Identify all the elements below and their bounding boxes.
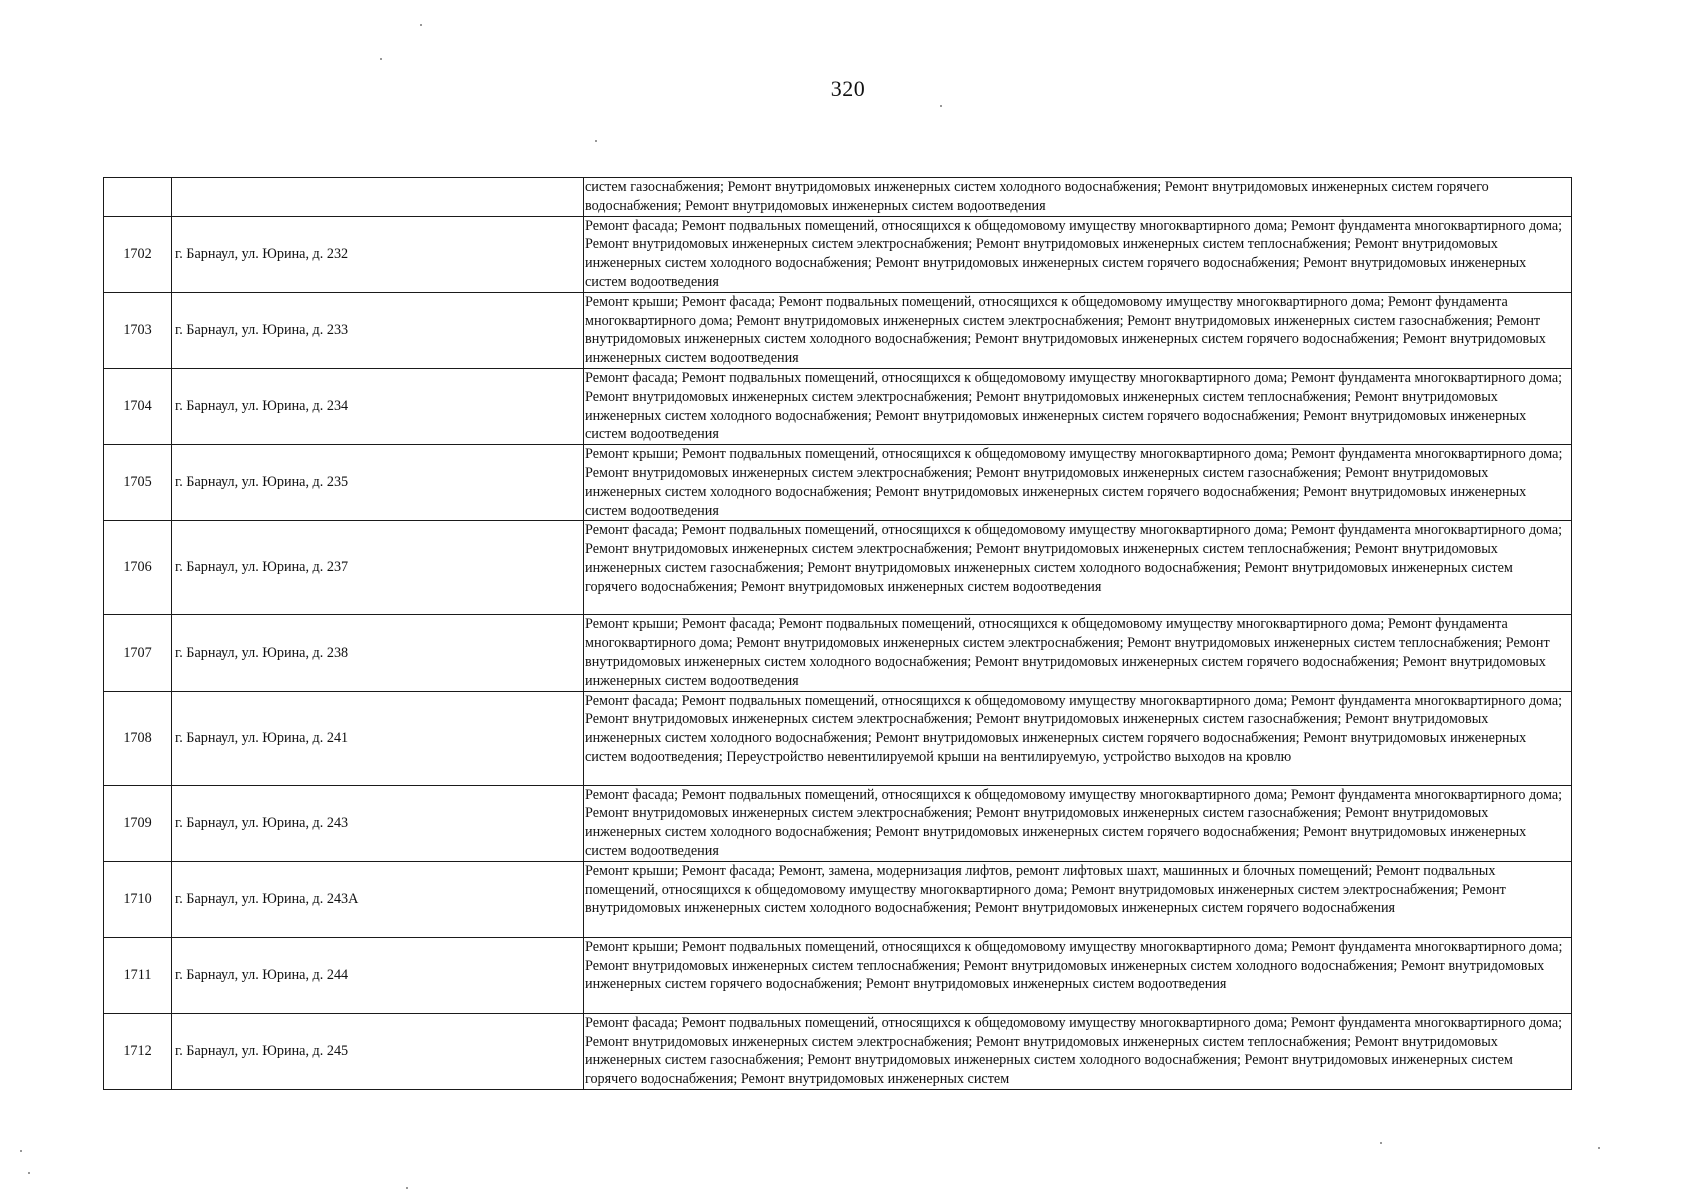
row-works: Ремонт крыши; Ремонт фасада; Ремонт, замена, модернизация лифтов, ремонт лифтовых шахт, машинных и блочных помещений; Ремонт подвальных помещений, относящихся к общедомовому имуществу многоквартирного дома; Ремонт внутридомовых инженерных систем электроснабжения; Ремонт внутридомовых инженерных систем холодного водоснабжения; Ремонт внутридомовых инженерных систем горячего водоснабжения bbox=[584, 861, 1572, 937]
row-number: 1704 bbox=[104, 368, 172, 444]
row-address: г. Барнаул, ул. Юрина, д. 244 bbox=[172, 937, 584, 1013]
row-address: г. Барнаул, ул. Юрина, д. 237 bbox=[172, 521, 584, 615]
row-address: г. Барнаул, ул. Юрина, д. 232 bbox=[172, 216, 584, 292]
row-number: 1707 bbox=[104, 615, 172, 691]
table-row bbox=[104, 178, 1572, 217]
row-address: г. Барнаул, ул. Юрина, д. 235 bbox=[172, 445, 584, 521]
scan-speck bbox=[1380, 1142, 1382, 1144]
row-works: Ремонт крыши; Ремонт подвальных помещений, относящихся к общедомовому имуществу многоквартирного дома; Ремонт фундамента многоквартирного дома; Ремонт внутридомовых инженерных систем электроснабжения; Ремонт внутридомовых инженерных систем газоснабжения; Ремонт внутридомовых инженерных систем холодного водоснабжения; Ремонт внутридомовых инженерных систем горячего водоснабжения; Ремонт внутридомовых инженерных систем водоотведения bbox=[584, 445, 1572, 521]
table-row bbox=[104, 368, 1572, 444]
table-row bbox=[104, 861, 1572, 937]
row-address: г. Барнаул, ул. Юрина, д. 238 bbox=[172, 615, 584, 691]
repair-works-table bbox=[103, 177, 1572, 1090]
scan-speck bbox=[28, 1172, 30, 1174]
row-number: 1709 bbox=[104, 785, 172, 861]
scan-speck bbox=[420, 24, 422, 26]
row-address: г. Барнаул, ул. Юрина, д. 243 bbox=[172, 785, 584, 861]
row-number: 1702 bbox=[104, 216, 172, 292]
table-row bbox=[104, 785, 1572, 861]
table-row bbox=[104, 216, 1572, 292]
scan-speck bbox=[406, 1187, 408, 1189]
row-works: Ремонт фасада; Ремонт подвальных помещений, относящихся к общедомовому имуществу многоквартирного дома; Ремонт фундамента многоквартирного дома; Ремонт внутридомовых инженерных систем электроснабжения; Ремонт внутридомовых инженерных систем газоснабжения; Ремонт внутридомовых инженерных систем холодного водоснабжения; Ремонт внутридомовых инженерных систем горячего водоснабжения; Ремонт внутридомовых инженерных систем водоотведения bbox=[584, 785, 1572, 861]
row-address: г. Барнаул, ул. Юрина, д. 234 bbox=[172, 368, 584, 444]
row-address: г. Барнаул, ул. Юрина, д. 233 bbox=[172, 292, 584, 368]
row-number bbox=[104, 178, 172, 217]
row-number: 1703 bbox=[104, 292, 172, 368]
row-number: 1706 bbox=[104, 521, 172, 615]
row-works: Ремонт фасада; Ремонт подвальных помещений, относящихся к общедомовому имуществу многоквартирного дома; Ремонт фундамента многоквартирного дома; Ремонт внутридомовых инженерных систем электроснабжения; Ремонт внутридомовых инженерных систем газоснабжения; Ремонт внутридомовых инженерных систем холодного водоснабжения; Ремонт внутридомовых инженерных систем горячего водоснабжения; Ремонт внутридомовых инженерных систем водоотведения; Переустройство невентилируемой крыши на вентилируемую, устройство выходов на кровлю bbox=[584, 691, 1572, 785]
scan-speck bbox=[595, 140, 597, 142]
scan-speck bbox=[380, 58, 382, 60]
row-address: г. Барнаул, ул. Юрина, д. 241 bbox=[172, 691, 584, 785]
row-works: Ремонт фасада; Ремонт подвальных помещений, относящихся к общедомовому имуществу многоквартирного дома; Ремонт фундамента многоквартирного дома; Ремонт внутридомовых инженерных систем электроснабжения; Ремонт внутридомовых инженерных систем теплоснабжения; Ремонт внутридомовых инженерных систем холодного водоснабжения; Ремонт внутридомовых инженерных систем горячего водоснабжения; Ремонт внутридомовых инженерных систем водоотведения bbox=[584, 368, 1572, 444]
scan-speck bbox=[1598, 1147, 1600, 1149]
row-address: г. Барнаул, ул. Юрина, д. 245 bbox=[172, 1013, 584, 1089]
table-row bbox=[104, 521, 1572, 615]
row-number: 1712 bbox=[104, 1013, 172, 1089]
row-works: Ремонт фасада; Ремонт подвальных помещений, относящихся к общедомовому имуществу многоквартирного дома; Ремонт фундамента многоквартирного дома; Ремонт внутридомовых инженерных систем электроснабжения; Ремонт внутридомовых инженерных систем теплоснабжения; Ремонт внутридомовых инженерных систем газоснабжения; Ремонт внутридомовых инженерных систем холодного водоснабжения; Ремонт внутридомовых инженерных систем горячего водоснабжения; Ремонт внутридомовых инженерных систем bbox=[584, 1013, 1572, 1089]
row-works: Ремонт крыши; Ремонт фасада; Ремонт подвальных помещений, относящихся к общедомовому имуществу многоквартирного дома; Ремонт фундамента многоквартирного дома; Ремонт внутридомовых инженерных систем электроснабжения; Ремонт внутридомовых инженерных систем газоснабжения; Ремонт внутридомовых инженерных систем холодного водоснабжения; Ремонт внутридомовых инженерных систем горячего водоснабжения; Ремонт внутридомовых инженерных систем водоотведения bbox=[584, 292, 1572, 368]
row-number: 1710 bbox=[104, 861, 172, 937]
row-works: Ремонт фасада; Ремонт подвальных помещений, относящихся к общедомовому имуществу многоквартирного дома; Ремонт фундамента многоквартирного дома; Ремонт внутридомовых инженерных систем электроснабжения; Ремонт внутридомовых инженерных систем теплоснабжения; Ремонт внутридомовых инженерных систем газоснабжения; Ремонт внутридомовых инженерных систем холодного водоснабжения; Ремонт внутридомовых инженерных систем горячего водоснабжения; Ремонт внутридомовых инженерных систем водоотведения bbox=[584, 521, 1572, 615]
scan-speck bbox=[20, 1150, 22, 1152]
row-works: Ремонт крыши; Ремонт подвальных помещений, относящихся к общедомовому имуществу многоквартирного дома; Ремонт фундамента многоквартирного дома; Ремонт внутридомовых инженерных систем теплоснабжения; Ремонт внутридомовых инженерных систем холодного водоснабжения; Ремонт внутридомовых инженерных систем горячего водоснабжения; Ремонт внутридомовых инженерных систем водоотведения bbox=[584, 937, 1572, 1013]
row-address: г. Барнаул, ул. Юрина, д. 243А bbox=[172, 861, 584, 937]
row-works: систем газоснабжения; Ремонт внутридомовых инженерных систем холодного водоснабжения; Ремонт внутридомовых инженерных систем горячего водоснабжения; Ремонт внутридомовых инженерных систем водоотведения bbox=[584, 178, 1572, 217]
row-number: 1705 bbox=[104, 445, 172, 521]
scan-speck bbox=[940, 105, 942, 107]
table-row bbox=[104, 691, 1572, 785]
row-number: 1711 bbox=[104, 937, 172, 1013]
row-works: Ремонт фасада; Ремонт подвальных помещений, относящихся к общедомовому имуществу многоквартирного дома; Ремонт фундамента многоквартирного дома; Ремонт внутридомовых инженерных систем электроснабжения; Ремонт внутридомовых инженерных систем теплоснабжения; Ремонт внутридомовых инженерных систем холодного водоснабжения; Ремонт внутридомовых инженерных систем горячего водоснабжения; Ремонт внутридомовых инженерных систем водоотведения bbox=[584, 216, 1572, 292]
table-row bbox=[104, 615, 1572, 691]
table-row bbox=[104, 445, 1572, 521]
table-row bbox=[104, 292, 1572, 368]
table-row bbox=[104, 1013, 1572, 1089]
row-works: Ремонт крыши; Ремонт фасада; Ремонт подвальных помещений, относящихся к общедомовому имуществу многоквартирного дома; Ремонт фундамента многоквартирного дома; Ремонт внутридомовых инженерных систем электроснабжения; Ремонт внутридомовых инженерных систем теплоснабжения; Ремонт внутридомовых инженерных систем холодного водоснабжения; Ремонт внутридомовых инженерных систем горячего водоснабжения; Ремонт внутридомовых инженерных систем водоотведения bbox=[584, 615, 1572, 691]
row-number: 1708 bbox=[104, 691, 172, 785]
page-number: 320 bbox=[830, 76, 866, 101]
table-row bbox=[104, 937, 1572, 1013]
row-address bbox=[172, 178, 584, 217]
